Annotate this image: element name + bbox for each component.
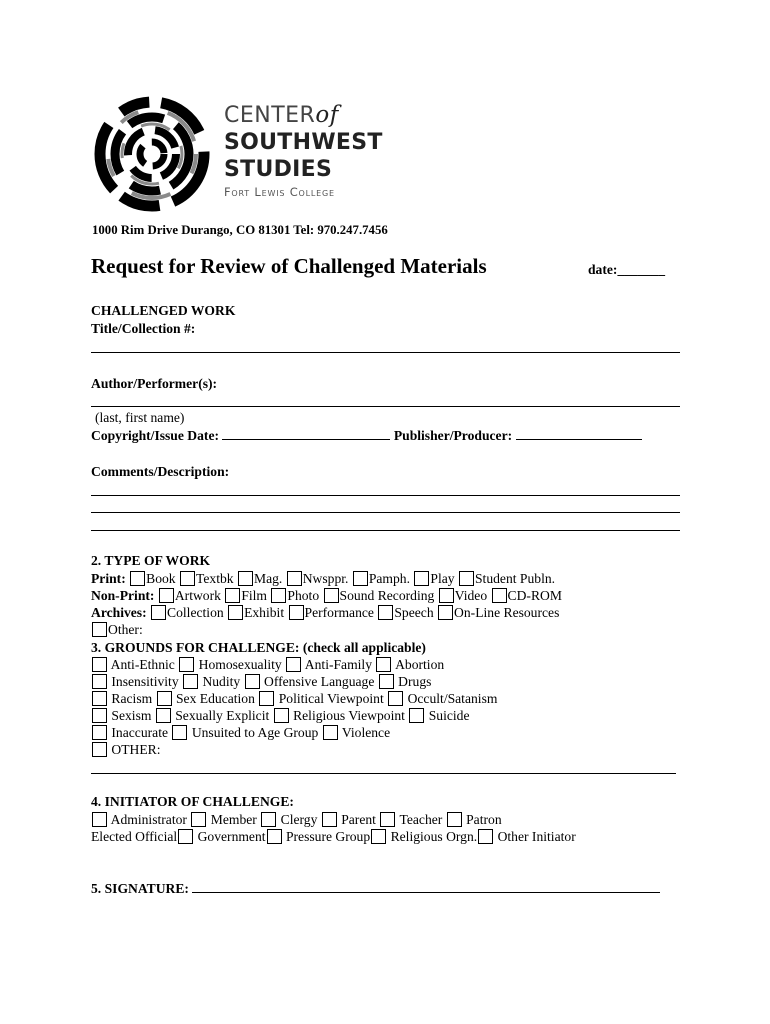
label-member: Member <box>210 812 257 827</box>
copyright-row <box>91 427 642 444</box>
checkbox-play[interactable] <box>414 571 429 586</box>
signature-field[interactable] <box>192 881 660 893</box>
label-abortion: Abortion <box>395 657 445 672</box>
publisher-label: Publisher/Producer: <box>393 428 513 443</box>
label-video: Video <box>454 588 488 603</box>
label-religious-orgn: Religious Orgn. <box>390 829 478 844</box>
checkbox-pamph[interactable] <box>353 571 368 586</box>
grounds-other-row <box>91 741 161 758</box>
grounds-row-5 <box>91 724 390 741</box>
comments-label: Comments/Description: <box>91 464 230 479</box>
checkbox-online-resources[interactable] <box>438 605 453 620</box>
label-exhibit: Exhibit <box>244 605 285 620</box>
label-pressure-group: Pressure Group <box>285 829 371 844</box>
initiator-row-2 <box>91 828 576 845</box>
comments-line-1[interactable] <box>91 495 680 496</box>
label-film: Film <box>241 588 267 603</box>
label-online-resources: On-Line Resources <box>454 605 560 620</box>
label-cd-rom: CD-ROM <box>507 588 562 603</box>
label-book: Book <box>146 571 176 586</box>
label-sound-recording: Sound Recording <box>339 588 435 603</box>
grounds-row-4 <box>91 707 470 724</box>
title-line[interactable] <box>91 352 680 353</box>
checkbox-abortion[interactable] <box>376 657 391 672</box>
label-violence: Violence <box>341 725 391 740</box>
label-insensitivity: Insensitivity <box>111 674 179 689</box>
comments-line-2[interactable] <box>91 512 680 513</box>
checkbox-cd-rom[interactable] <box>492 588 507 603</box>
checkbox-unsuited-age-group[interactable] <box>172 725 187 740</box>
logo-studies: STUDIES <box>224 157 333 182</box>
checkbox-racism[interactable] <box>92 691 107 706</box>
type-other-row <box>91 621 143 638</box>
checkbox-occult-satanism[interactable] <box>388 691 403 706</box>
spiral-logo-icon <box>88 94 216 212</box>
checkbox-nwsppr[interactable] <box>287 571 302 586</box>
label-type-other: Other: <box>108 622 143 637</box>
checkbox-inaccurate[interactable] <box>92 725 107 740</box>
checkbox-nudity[interactable] <box>183 674 198 689</box>
checkbox-government[interactable] <box>267 829 282 844</box>
grounds-row-3 <box>91 690 497 707</box>
checkbox-member[interactable] <box>191 812 206 827</box>
label-sex-education: Sex Education <box>176 691 255 706</box>
label-anti-ethnic: Anti-Ethnic <box>110 657 175 672</box>
print-row <box>91 570 555 587</box>
nonprint-row <box>91 587 562 604</box>
label-religious-viewpoint: Religious Viewpoint <box>293 708 405 723</box>
label-teacher: Teacher <box>399 812 443 827</box>
signature-row <box>91 880 660 897</box>
checkbox-student-publn[interactable] <box>459 571 474 586</box>
label-sexism: Sexism <box>111 708 152 723</box>
author-hint: (last, first name) <box>95 410 185 425</box>
label-inaccurate: Inaccurate <box>111 725 168 740</box>
signature-label: 5. SIGNATURE: <box>91 881 189 896</box>
label-administrator: Administrator <box>110 812 187 827</box>
checkbox-clergy[interactable] <box>261 812 276 827</box>
label-pamph: Pamph. <box>368 571 410 586</box>
title-label: Title/Collection #: <box>91 321 196 336</box>
label-collection: Collection <box>167 605 224 620</box>
label-photo: Photo <box>287 588 320 603</box>
checkbox-anti-ethnic[interactable] <box>92 657 107 672</box>
nonprint-label: Non-Print: <box>91 588 155 603</box>
logo-southwest: SOUTHWEST <box>224 130 383 155</box>
author-line[interactable] <box>91 406 680 407</box>
label-racism: Racism <box>111 691 153 706</box>
checkbox-sexually-explicit[interactable] <box>156 708 171 723</box>
label-artwork: Artwork <box>174 588 221 603</box>
label-elected-official: Elected Official <box>91 829 178 844</box>
date-field[interactable]: date:_______ <box>588 262 666 277</box>
label-anti-family: Anti-Family <box>304 657 373 672</box>
type-of-work-heading: 2. TYPE OF WORK <box>91 553 211 568</box>
checkbox-homosexuality[interactable] <box>179 657 194 672</box>
label-unsuited-age-group: Unsuited to Age Group <box>191 725 319 740</box>
checkbox-exhibit[interactable] <box>228 605 243 620</box>
checkbox-video[interactable] <box>439 588 454 603</box>
checkbox-collection[interactable] <box>151 605 166 620</box>
grounds-row-2 <box>91 673 431 690</box>
checkbox-speech[interactable] <box>378 605 393 620</box>
checkbox-teacher[interactable] <box>380 812 395 827</box>
label-sexually-explicit: Sexually Explicit <box>175 708 270 723</box>
checkbox-film[interactable] <box>225 588 240 603</box>
label-nudity: Nudity <box>202 674 241 689</box>
checkbox-pressure-group[interactable] <box>371 829 386 844</box>
grounds-heading: 3. GROUNDS FOR CHALLENGE: (check all applicable) <box>91 640 426 655</box>
checkbox-political-viewpoint[interactable] <box>259 691 274 706</box>
checkbox-mag[interactable] <box>238 571 253 586</box>
checkbox-sound-recording[interactable] <box>324 588 339 603</box>
label-offensive-language: Offensive Language <box>264 674 375 689</box>
logo-center: CENTER <box>224 103 316 128</box>
checkbox-drugs[interactable] <box>379 674 394 689</box>
label-patron: Patron <box>466 812 502 827</box>
label-nwsppr: Nwsppr. <box>302 571 349 586</box>
print-label: Print: <box>91 571 126 586</box>
label-political-viewpoint: Political Viewpoint <box>278 691 384 706</box>
form-title: Request for Review of Challenged Materials <box>91 254 487 278</box>
grounds-row-1 <box>91 656 444 673</box>
archives-row <box>91 604 559 621</box>
org-logo <box>88 94 388 212</box>
checkbox-artwork[interactable] <box>159 588 174 603</box>
checkbox-sexism[interactable] <box>92 708 107 723</box>
logo-wordmark <box>224 102 383 201</box>
label-mag: Mag. <box>253 571 283 586</box>
label-play: Play <box>430 571 455 586</box>
label-occult-satanism: Occult/Satanism <box>407 691 498 706</box>
challenged-work-heading: CHALLENGED WORK <box>91 303 236 318</box>
checkbox-religious-viewpoint[interactable] <box>274 708 289 723</box>
label-grounds-other: OTHER: <box>111 742 161 757</box>
label-clergy: Clergy <box>280 812 318 827</box>
checkbox-anti-family[interactable] <box>286 657 301 672</box>
archives-label: Archives: <box>91 605 147 620</box>
checkbox-elected-official[interactable] <box>178 829 193 844</box>
checkbox-book[interactable] <box>130 571 145 586</box>
label-government: Government <box>197 829 266 844</box>
address-line: 1000 Rim Drive Durango, CO 81301 Tel: 970.247.7456 <box>92 223 388 237</box>
label-homosexuality: Homosexuality <box>198 657 282 672</box>
grounds-other-line[interactable] <box>91 773 676 774</box>
checkbox-sex-education[interactable] <box>157 691 172 706</box>
checkbox-offensive-language[interactable] <box>245 674 260 689</box>
label-student-publn: Student Publn. <box>474 571 556 586</box>
checkbox-type-other[interactable] <box>92 622 107 637</box>
copyright-label: Copyright/Issue Date: <box>91 428 220 443</box>
checkbox-textbk[interactable] <box>180 571 195 586</box>
logo-college: Fort Lewis College <box>224 185 335 199</box>
label-other-initiator: Other Initiator <box>497 829 576 844</box>
checkbox-violence[interactable] <box>323 725 338 740</box>
checkbox-insensitivity[interactable] <box>92 674 107 689</box>
checkbox-grounds-other[interactable] <box>92 742 107 757</box>
checkbox-performance[interactable] <box>289 605 304 620</box>
label-parent: Parent <box>341 812 376 827</box>
checkbox-suicide[interactable] <box>409 708 424 723</box>
checkbox-administrator[interactable] <box>92 812 107 827</box>
label-drugs: Drugs <box>398 674 432 689</box>
label-textbk: Textbk <box>196 571 234 586</box>
publisher-field[interactable] <box>516 428 642 440</box>
checkbox-religious-orgn[interactable] <box>478 829 493 844</box>
logo-of: of <box>315 102 339 128</box>
initiator-row-1 <box>91 811 502 828</box>
author-label: Author/Performer(s): <box>91 376 218 391</box>
label-performance: Performance <box>304 605 374 620</box>
initiator-heading: 4. INITIATOR OF CHALLENGE: <box>91 794 294 809</box>
checkbox-photo[interactable] <box>271 588 286 603</box>
label-suicide: Suicide <box>428 708 470 723</box>
comments-line-3[interactable] <box>91 530 680 531</box>
checkbox-parent[interactable] <box>322 812 337 827</box>
copyright-field[interactable] <box>222 428 390 440</box>
checkbox-patron[interactable] <box>447 812 462 827</box>
label-speech: Speech <box>394 605 434 620</box>
